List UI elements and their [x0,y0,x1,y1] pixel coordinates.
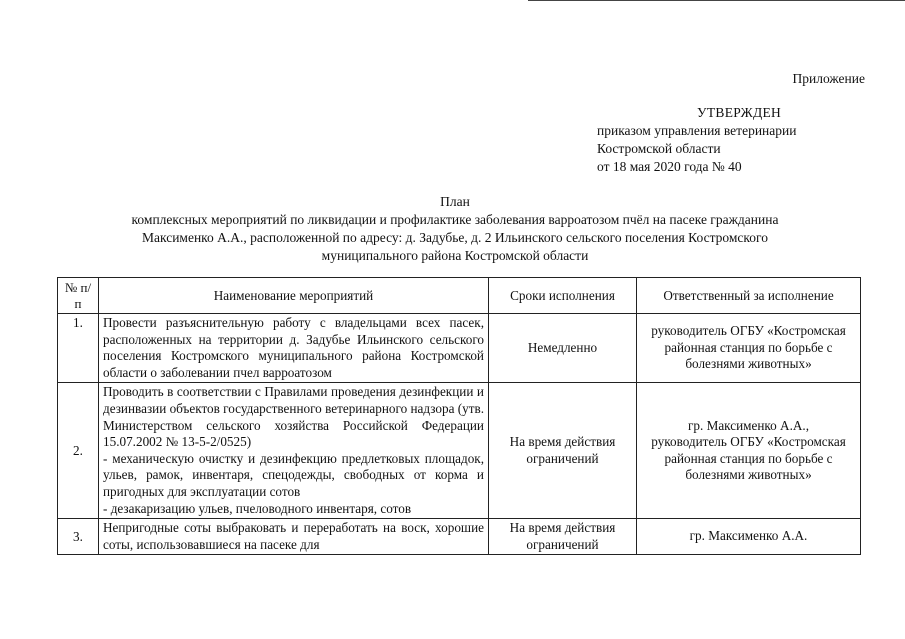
header-resp: Ответственный за исполнение [637,278,861,314]
approval-block [597,104,837,176]
table-row [58,383,861,519]
row-number: 2. [58,383,99,519]
table-header-row [58,278,861,314]
row-term: На время действия ограничений [489,519,637,555]
row-responsible: руководитель ОГБУ «Костромская районная станция по борьбе с болезнями животных» [637,314,861,383]
responsible-line: гр. Максименко А.А., [688,417,809,433]
title-line: муниципального района Костромской области [321,248,589,263]
document-title [80,193,830,265]
row-term: На время действия ограничений [489,383,637,519]
plan-table [57,277,861,555]
table-row [58,314,861,383]
top-edge-line [528,0,905,1]
responsible-line: руководитель ОГБУ «Костромская районная станция по борьбе с болезнями животных» [651,434,846,483]
table-row [58,519,861,555]
row-number: 3. [58,519,99,555]
title-line: План [440,194,470,209]
row-description [99,383,489,519]
approved-line: от 18 мая 2020 года № 40 [597,159,742,174]
approved-title: УТВЕРЖДЕН [697,105,782,120]
description-paragraph: - механическую очистку и дезинфекцию предлетковых площадок, ульев, рамок, инвентаря, спецодежды, свободных от корма и пригодных для эксплуатации сотов [103,450,484,499]
description-paragraph: - дезакаризацию ульев, пчеловодного инвентаря, сотов [103,500,412,516]
appendix-label: Приложение [792,71,865,86]
row-number: 1. [58,314,99,383]
title-line: Максименко А.А., расположенной по адресу: д. Задубье, д. 2 Ильинского сельского поселения Костромского [141,230,768,245]
row-description: Провести разъяснительную работу с владельцами всех пасек, расположенных на территории д. Задубье Ильинского сельского поселения Костромского муниципального района Костромской области о заболевании пчел варроатозом [99,314,489,383]
header-term: Сроки исполнения [489,278,637,314]
row-description: Непригодные соты выбраковать и переработать на воск, хорошие соты, использовавшиеся на пасеке для [99,519,489,555]
header-name: Наименование мероприятий [99,278,489,314]
approved-line: Костромской области [597,141,721,156]
row-term: Немедленно [489,314,637,383]
approved-line: приказом управления ветеринарии [597,123,797,138]
row-responsible: гр. Максименко А.А. [637,519,861,555]
title-line: комплексных мероприятий по ликвидации и профилактике заболевания варроатозом пчёл на пасеке гражданина [131,212,779,227]
description-paragraph: Проводить в соответствии с Правилами проведения дезинфекции и дезинвазии объектов государственного ветеринарного надзора (утв. Министерством сельского хозяйства Российской Федерации 15.07.2002 № 13-5-2/0525) [103,384,484,450]
header-num: № п/п [58,278,99,314]
row-responsible [637,383,861,519]
